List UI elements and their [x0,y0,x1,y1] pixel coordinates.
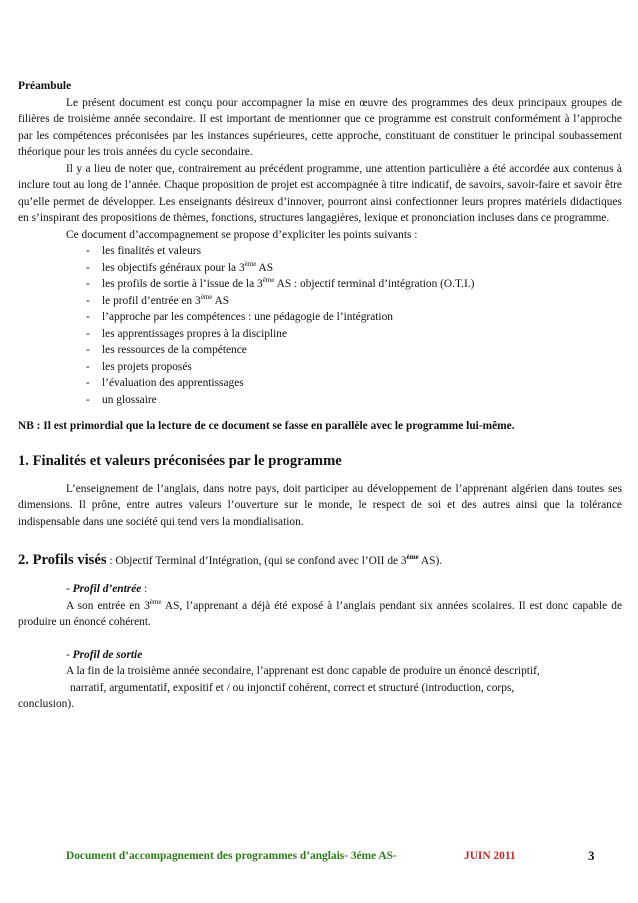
preamble-paragraph-3: Ce document d’accompagnement se propose d’expliciter les points suivants : [66,228,418,241]
exit-profile-line-1: A la fin de la troisième année secondaire, l’apprenant est donc capable de produire un énoncé descriptif, [66,665,540,677]
exit-profile-label: - Profil de sortie [66,648,143,661]
document-body [18,78,622,713]
exit-profile-line-2: narratif, argumentatif, expositif et / ou injonctif cohérent, correct et structuré (introduction, corps, [70,681,515,694]
list-item: - les profils de sortie à l’issue de la 3ème AS : objectif terminal d’intégration (O.T.I.) [86,276,622,293]
exit-profile-line-3: conclusion). [18,698,74,710]
list-item: - l’approche par les compétences : une pédagogie de l’intégration [86,309,622,326]
list-item: - les ressources de la compétence [86,342,622,359]
entry-profile-label: - Profil d’entrée : [66,583,148,595]
footer-title: Document d’accompagnement des programmes d’anglais- 3éme AS- [66,850,397,862]
page-number: 3 [588,848,595,863]
entry-profile-text: A son entrée en 3ème AS, l’apprenant a déjà été exposé à l’anglais pendant six années scolaires. Il est donc capable de produire un énoncé cohérent. [18,597,622,628]
footer-date: JUIN 2011 [464,850,516,862]
list-item: - les projets proposés [86,359,622,376]
list-item: - les objectifs généraux pour la 3ème AS [86,260,622,277]
page-footer [66,847,606,865]
list-item: - les apprentissages propres à la discipline [86,326,622,343]
section-1-heading: 1. Finalités et valeurs préconisées par le programme [18,452,342,469]
list-item: - un glossaire [86,392,622,409]
points-list [18,243,622,408]
list-item: - le profil d’entrée en 3ème AS [86,293,622,310]
preamble-paragraph-1: Le présent document est conçu pour accompagner la mise en œuvre des programmes des deux principaux groupes de filières de troisième année secondaire. Il est important de mentionner que ce programme est construit conformément à l’approche par les compétences préconisées par les instances supérieures, cette approche, constituant de constituer le principal soubassement théorique pour les trois années du cycle secondaire. [18,96,622,158]
preamble-title: Préambule [18,80,72,92]
list-item: - l’évaluation des apprentissages [86,375,622,392]
preamble-paragraph-2: Il y a lieu de noter que, contrairement au précédent programme, une attention particulière a été accordée aux contenus à inclure tout au long de l’année. Chaque proposition de projet est accompagnée à titre indicatif, de savoirs, savoir-faire et savoir être qu’elle permet de développer. Les enseignants désireux d’innover, pourront ainsi confectionner leurs propres matériels didactiques en s’inspirant des propositions de thèmes, fonctions, structures langagières, lexique et prononciation incluses dans ce programme. [18,162,622,224]
section-1-text: L’enseignement de l’anglais, dans notre pays, doit participer au développement de l’apprenant algérien dans toutes ses dimensions. Il prône, entre autres valeurs l’ouverture sur le monde, le respect de soi et des autres ainsi que la tolérance indispensable dans une société qui tend vers la mondialisation. [18,482,622,528]
section-2-heading: 2. Profils visés : Objectif Terminal d’Intégration, (qui se confond avec l’OII de 3ème AS). [18,552,443,568]
list-item: - les finalités et valeurs [86,243,622,260]
nb-note: NB : Il est primordial que la lecture de ce document se fasse en parallèle avec le programme lui-même. [18,420,515,432]
